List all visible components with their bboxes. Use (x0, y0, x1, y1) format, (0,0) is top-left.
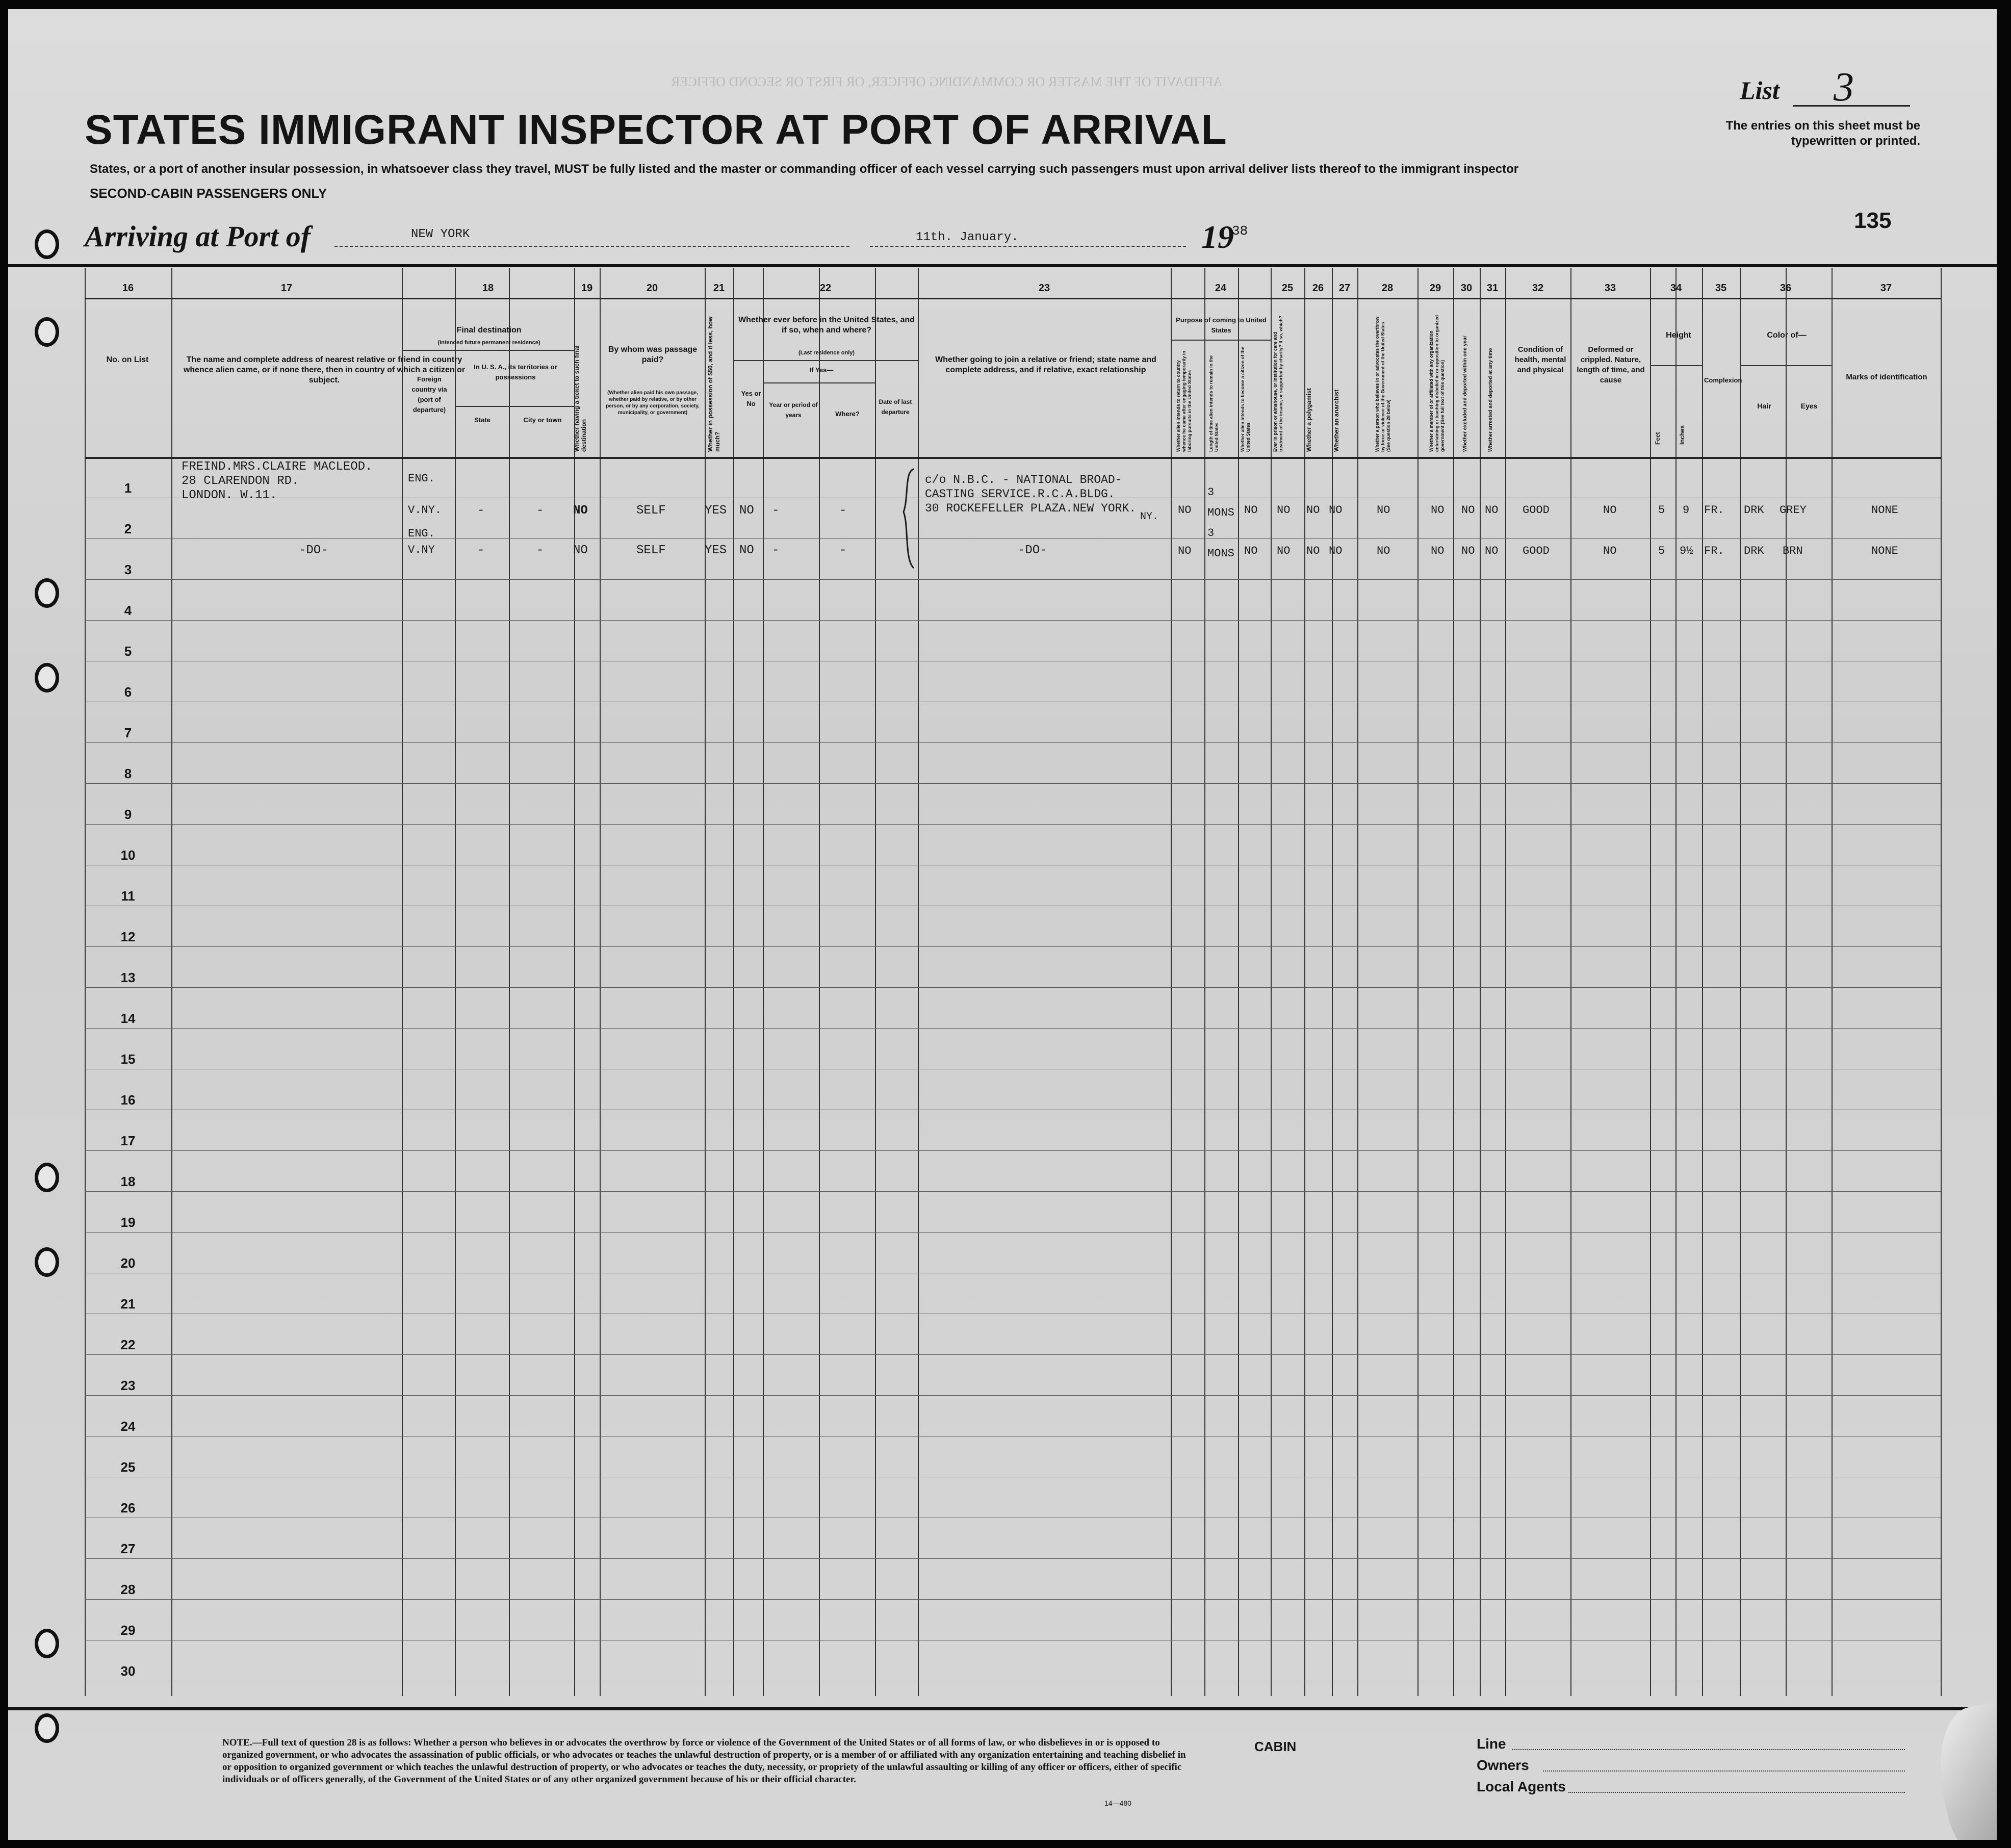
row2-organization: NO (1431, 545, 1445, 557)
row2-before-in-us: NO (739, 544, 754, 557)
row-number: 29 (120, 1623, 136, 1638)
row1-city: - (536, 504, 544, 518)
row-number: 22 (120, 1337, 136, 1352)
column-rule (1740, 268, 1741, 1696)
page-subtitle: States, or a port of another insular possession, in whatsoever class they travel, MUST be fully listed and the master or commanding officer of each vessel carrying such passengers must upon arrival deliver lists thereof to the immigrant inspector (90, 162, 1519, 176)
city-header: City or town (523, 416, 562, 424)
column-rule (819, 268, 820, 1696)
column-rule (574, 268, 575, 1696)
owners-dotted-field (1543, 1770, 1905, 1772)
port-value: NEW YORK (411, 227, 470, 241)
row2-passage-paid: SELF (636, 544, 666, 557)
complexion-header: Complexion (1704, 376, 1742, 384)
row-rule (85, 1599, 1941, 1600)
row1-excluded: NO (1461, 504, 1475, 517)
row-number: 4 (124, 603, 132, 618)
organization-header: Whether a member of or affiliated with any organization entertaining or teaching disbelief in or opposition to organized government (See full text of this question) (1429, 315, 1445, 452)
row-number: 17 (120, 1133, 136, 1148)
row-number: 24 (120, 1419, 136, 1434)
final-destination-header: Final destination (456, 326, 522, 335)
row-number: 9 (124, 807, 132, 822)
column-rule (1304, 268, 1305, 1696)
where-header: Where? (835, 410, 860, 418)
date-departure-header: Date of last departure (879, 398, 912, 416)
column-rule (1357, 268, 1358, 1696)
final-destination-sub: (Intended future permanent residence) (437, 340, 540, 346)
row2-relative: -DO- (299, 544, 328, 557)
row1-feet: 5 (1658, 504, 1665, 517)
row-rule (85, 824, 1941, 825)
row-rule (85, 783, 1941, 784)
column-rule (1171, 268, 1172, 1696)
row1-arrested: NO (1485, 504, 1499, 517)
binder-hole (35, 1713, 59, 1743)
column-number: 26 (1312, 283, 1324, 294)
height-header: Height (1666, 331, 1691, 340)
page-title: STATES IMMIGRANT INSPECTOR AT PORT OF ARRIVAL (85, 107, 1227, 153)
row2-hair: DRK (1744, 545, 1764, 557)
overthrow-header: Whether a person who believes in or advocates the overthrow by force or violence of the Government of the United States (See question 28 below) (1375, 316, 1391, 452)
row-number: 15 (120, 1051, 136, 1067)
row-number: 14 (120, 1011, 136, 1026)
column-number: 21 (713, 283, 725, 294)
row1-joining-line3: 30 ROCKEFELLER PLAZA.NEW YORK. (925, 502, 1137, 515)
column-rule (1417, 268, 1419, 1696)
row-number: 25 (120, 1459, 136, 1475)
row1-joining-line1: c/o N.B.C. - NATIONAL BROAD- (925, 473, 1122, 486)
row1-relative-line3: LONDON. W.11. (182, 489, 277, 502)
manifest-sheet (8, 9, 1997, 1840)
joining-relative-header: Whether going to join a relative or friend; state name and complete address, and if relative, exact relationship (935, 355, 1156, 374)
column-number: 25 (1281, 283, 1294, 294)
row-number: 6 (124, 684, 132, 700)
row-number: 28 (120, 1582, 136, 1597)
row2-purpose-a: NO (1178, 545, 1192, 557)
owners-label: Owners (1477, 1757, 1529, 1773)
nearest-relative-header: The name and complete address of nearest relative or friend in country whence alien came, or if none there, then in country of which a citizen or subject. (183, 355, 466, 384)
subheader-rule (763, 382, 875, 383)
row-rule (85, 620, 1941, 621)
row-rule (85, 1150, 1941, 1151)
row1-joining-line2: CASTING SERVICE.R.C.A.BLDG. (925, 487, 1115, 501)
column-rule (402, 268, 403, 1696)
column-number: 22 (819, 283, 832, 294)
column-number: 36 (1780, 283, 1792, 294)
row-rule (85, 1558, 1941, 1559)
row-number: 7 (124, 725, 132, 740)
row1-years: - (772, 504, 780, 518)
year-suffix: 38 (1232, 223, 1248, 239)
row-number: 20 (120, 1255, 136, 1271)
binder-hole (35, 578, 59, 608)
row2-purpose-c: NO (1244, 545, 1258, 557)
eyes-header: Eyes (1800, 402, 1818, 410)
column-rule (1941, 268, 1942, 1696)
no-on-list-header: No. on List (106, 355, 149, 364)
purpose-a-header: Whether alien intends to return to country whence he came after engaging temporarily in laboring pursuits in the United States (1176, 350, 1192, 452)
row2-foreign-port: V.NY (408, 544, 435, 556)
row-number: 16 (120, 1092, 136, 1108)
column-number: 23 (1038, 283, 1050, 294)
column-rule (705, 268, 706, 1696)
subheader-rule (1171, 340, 1271, 341)
binder-hole (35, 1629, 59, 1658)
column-rule (1786, 268, 1787, 1696)
column-number: 29 (1429, 283, 1441, 294)
column-rule (600, 268, 601, 1696)
entries-note: The entries on this sheet must be typewritten or printed. (1725, 119, 1920, 148)
before-in-us-sub: (Last residence only) (798, 350, 855, 356)
anarchist-header: Whether an anarchist (1333, 389, 1340, 452)
column-rule (171, 268, 172, 1696)
date-underline (870, 246, 1186, 247)
row1-state: - (477, 504, 485, 518)
column-number: 27 (1338, 283, 1351, 294)
row-number: 12 (120, 929, 136, 944)
row2-ticket: NO (573, 544, 588, 557)
binder-hole (35, 317, 59, 347)
before-in-us-header: Whether ever before in the United States, and if so, when and where? (738, 316, 915, 335)
column-rule (918, 268, 919, 1696)
row1-foreign-country: ENG. (408, 472, 435, 485)
column-rule (1832, 268, 1833, 1696)
marks-header: Marks of identification (1846, 373, 1927, 381)
row1-anarchist: NO (1329, 504, 1343, 517)
if-yes-header: If Yes— (809, 366, 834, 374)
purpose-c-header: Whether alien intends to become a citizen of the United States (1240, 346, 1251, 452)
column-rule (1271, 268, 1272, 1696)
list-label: List (1740, 76, 1780, 105)
column-number: 33 (1604, 283, 1616, 294)
passage-paid-sub: (Whether alien paid his own passage, whether paid by relative, or by other person, or by any corporation, society, municipality, or government) (606, 390, 700, 416)
color-of-header: Color of— (1767, 331, 1807, 340)
row1-eyes: GREY (1780, 504, 1807, 517)
row1-ticket: NO (573, 504, 588, 518)
joining-brace (900, 468, 916, 570)
row2-marks: NONE (1871, 545, 1898, 557)
column-number: 18 (482, 283, 494, 294)
row2-eyes: BRN (1783, 545, 1803, 557)
health-header: Condition of health, mental and physical (1514, 345, 1566, 374)
row2-years: - (772, 544, 780, 557)
column-rule (1675, 268, 1677, 1696)
header-rule (8, 264, 1997, 267)
column-number: 30 (1460, 283, 1473, 294)
row1-passage-paid: SELF (636, 504, 666, 518)
ticket-header: Whether having a ticket to such final destination (573, 345, 587, 452)
column-rule (1570, 268, 1571, 1696)
page-number: 135 (1854, 208, 1892, 233)
polygamist-header: Whether a polygamist (1305, 388, 1312, 452)
bleed-through-text: AFFIDAVIT OF THE MASTER OR COMMANDING OFFICER, OR FIRST OR SECOND OFFICER (671, 74, 1223, 89)
line-label: Line (1477, 1736, 1506, 1752)
column-number: 32 (1532, 283, 1544, 294)
row2-joining: -DO- (1018, 544, 1047, 557)
binder-hole (35, 1163, 59, 1192)
row2-where: - (839, 544, 847, 557)
column-number: 28 (1381, 283, 1394, 294)
subheader-rule (455, 406, 574, 407)
row1-polygamist: NO (1306, 504, 1320, 517)
row-number: 13 (120, 970, 136, 985)
row1-organization: NO (1431, 504, 1445, 517)
state-header: State (474, 416, 491, 424)
money-header: Whether in possession of $50, and if less, how much? (707, 316, 721, 452)
column-number: 37 (1880, 283, 1892, 294)
row-rule (85, 987, 1941, 988)
column-rule (1480, 268, 1481, 1696)
row-number: 21 (120, 1296, 136, 1312)
column-number: 35 (1715, 283, 1727, 294)
row2-complexion: FR. (1704, 545, 1724, 557)
row1-marks: NONE (1871, 504, 1898, 517)
binder-hole (35, 663, 59, 692)
row2-deformed: NO (1603, 545, 1617, 557)
row-number: 23 (120, 1378, 136, 1393)
row2-state: - (477, 544, 485, 557)
port-underline (334, 246, 849, 247)
row2-polygamist: NO (1306, 545, 1320, 557)
hair-header: Hair (1757, 402, 1771, 410)
purpose-b-header: Length of time alien intends to remain in the United States (1208, 355, 1219, 452)
row2-foreign-country: ENG. (408, 527, 435, 540)
row-number: 19 (120, 1215, 136, 1230)
row1-inches: 9 (1683, 504, 1690, 517)
column-rule (1204, 268, 1205, 1696)
column-rule (733, 268, 734, 1696)
line-dotted-field (1512, 1749, 1905, 1750)
row2-anarchist: NO (1329, 545, 1343, 557)
column-number: 19 (581, 283, 593, 294)
list-underline (1793, 105, 1910, 107)
row1-purpose-a: NO (1178, 504, 1192, 517)
row-number: 1 (124, 480, 132, 496)
row-rule (85, 1232, 1941, 1233)
column-rule (1702, 268, 1703, 1696)
row1-deformed: NO (1603, 504, 1617, 517)
yes-or-no-header: Yes or No (741, 390, 761, 407)
row-rule (85, 1395, 1941, 1396)
subheader-rule (402, 350, 574, 351)
column-rule (1453, 268, 1454, 1696)
row2-excluded: NO (1461, 545, 1475, 557)
passage-paid-header: By whom was passage paid? (608, 345, 698, 364)
footer-rule (8, 1707, 1997, 1710)
column-rule (1650, 268, 1651, 1696)
arrested-header: Whether arrested and deported at any time (1488, 348, 1493, 452)
date-value: 11th. January. (916, 230, 1019, 244)
local-agents-label: Local Agents (1477, 1779, 1566, 1794)
row2-overthrow: NO (1377, 545, 1390, 557)
row1-before-in-us: NO (739, 504, 754, 518)
in-usa-header: In U. S. A., its territories or possessions (474, 363, 557, 381)
row2-prison: NO (1277, 545, 1291, 557)
column-number: 31 (1486, 283, 1499, 294)
subheader-rule (1650, 365, 1702, 366)
cabin-label: CABIN (1254, 1739, 1297, 1754)
row2-city: - (536, 544, 544, 557)
row2-money: YES (705, 544, 727, 557)
column-rule (1332, 268, 1333, 1696)
row2-health: GOOD (1523, 545, 1550, 557)
row1-joining-line4: NY. (1140, 511, 1159, 523)
purpose-header: Purpose of coming to United States (1176, 316, 1267, 334)
year-prefix: 19 (1201, 219, 1234, 255)
prison-header: Ever in prison or almshouse, or institution for care and treatment of the insane, or supported by charity? If so, which? (1273, 315, 1283, 452)
row1-relative-line2: 28 CLARENDON RD. (182, 474, 299, 488)
column-number: 24 (1215, 283, 1227, 294)
row1-foreign-port: V.NY. (408, 504, 442, 517)
row-number: 2 (124, 521, 132, 536)
column-number: 20 (646, 283, 658, 294)
inches-header: Inches (1679, 425, 1686, 445)
row-rule (85, 579, 1941, 580)
binder-hole (35, 229, 59, 259)
row-number: 5 (124, 644, 132, 659)
row-number: 18 (120, 1174, 136, 1189)
agents-dotted-field (1568, 1792, 1905, 1793)
row1-health: GOOD (1523, 504, 1550, 517)
row-rule (85, 946, 1941, 947)
row-rule (85, 742, 1941, 743)
row-rule (85, 1191, 1941, 1192)
column-number: 34 (1670, 283, 1682, 294)
row-number: 11 (121, 888, 135, 904)
year-period-header: Year or period of years (769, 401, 818, 419)
foreign-country-header: Foreign country via (port of departure) (411, 375, 447, 414)
row-number: 26 (120, 1500, 136, 1516)
row-number: 3 (124, 562, 132, 577)
form-number: 14—480 (1104, 1799, 1131, 1807)
deformed-header: Deformed or crippled. Nature, length of time, and cause (1577, 345, 1645, 384)
arriving-label: Arriving at Port of (85, 220, 311, 253)
row2-feet: 5 (1658, 545, 1665, 557)
column-rule (875, 268, 876, 1696)
subheader-rule (1740, 365, 1832, 366)
row2-inches: 9½ (1680, 545, 1693, 557)
row1-purpose-b: 3 MONS (1207, 486, 1234, 519)
question-28-note: NOTE.—Full text of question 28 is as follows: Whether a person who believes in or advocates the overthrow by force or violence of the Government of the United States or of all forms of law, or who disbelieves in or is opposed to organized government, or who advocates the assassination of public officials, or who advocates or teaches the unlawful destruction of property, or is a member of or affiliated with any organization entertaining and teaching disbelief in or opposition to organized government or which teaches the unlawful destruction of property, or who advocates or teaches the duty, necessity, or propriety of the unlawful assaulting or killing of any officer or officers, either of specific individuals or of officers generally, of the Government of the United States or of any other organized government because of his or their official character. (222, 1737, 1186, 1785)
row-number: 27 (120, 1541, 136, 1556)
row1-prison: NO (1277, 504, 1291, 517)
binder-hole (35, 1247, 59, 1277)
row-number: 8 (124, 766, 132, 781)
row1-money: YES (705, 504, 727, 518)
column-rule (509, 268, 510, 1696)
row-number: 30 (120, 1663, 136, 1679)
subheader-rule (733, 360, 918, 361)
excluded-header: Whether excluded and deported within one year (1462, 336, 1468, 452)
row2-purpose-b: 3 MONS (1207, 527, 1234, 560)
row2-arrested: NO (1485, 545, 1499, 557)
column-number-rule (85, 298, 1941, 299)
row-rule (85, 1028, 1941, 1029)
row-rule (85, 538, 1941, 539)
row1-relative-line1: FREIND.MRS.CLAIRE MACLEOD. (182, 460, 373, 474)
column-number: 17 (280, 283, 293, 294)
column-rule (1505, 268, 1506, 1696)
header-bottom-rule (85, 457, 1941, 459)
row1-hair: DRK (1744, 504, 1764, 517)
row1-overthrow: NO (1377, 504, 1390, 517)
cabin-class: SECOND-CABIN PASSENGERS ONLY (90, 186, 327, 201)
row1-where: - (839, 504, 847, 518)
manifest-table (85, 268, 1941, 1696)
list-number: 3 (1834, 65, 1854, 110)
row1-purpose-c: NO (1244, 504, 1258, 517)
row-rule (85, 1354, 1941, 1355)
column-number: 16 (122, 283, 134, 294)
row-number: 10 (120, 848, 136, 863)
column-rule (455, 268, 456, 1696)
column-rule (763, 268, 764, 1696)
curled-page-corner (1926, 1702, 1997, 1840)
row1-complexion: FR. (1704, 504, 1724, 517)
feet-header: Feet (1654, 432, 1661, 445)
